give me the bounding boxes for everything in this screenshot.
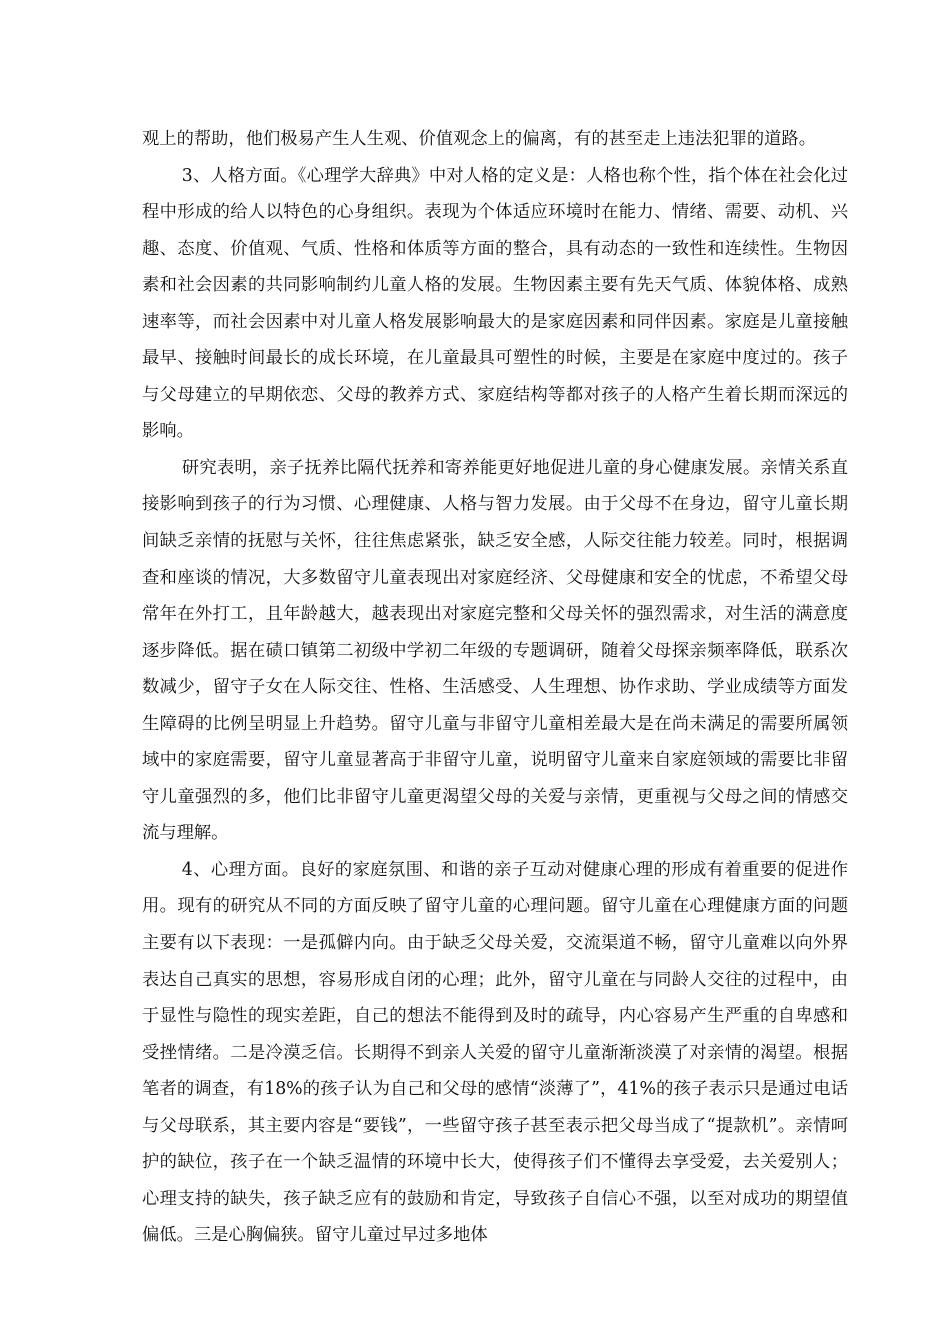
paragraph-continuation: 观上的帮助，他们极易产生人生观、价值观念上的偏离，有的甚至走上违法犯罪的道路。 — [142, 129, 816, 149]
paragraph-research: 研究表明，亲子抚养比隔代抚养和寄养能更好地促进儿童的身心健康发展。亲情关系直接影响到孩子的行为习惯、心理健康、人格与智力发展。由于父母不在身边，留守儿童长期间缺乏亲情的抚慰与关怀，往往焦虑紧张，缺乏安全感，人际交往能力较差。同时，根据调查和座谈的情况，大多数留守儿童表现出对家庭经济、父母健康和安全的忧虑，不希望父母常年在外打工，且年龄越大，越表现出对家庭完整和父母关怀的强烈需求，对生活的满意度逐步降低。据在碛口镇第二初级中学初二年级的专题调研，随着父母探亲频率降低，联系次数减少，留守子女在人际交往、性格、生活感受、人生理想、协作求助、学业成绩等方面发生障碍的比例呈明显上升趋势。留守儿童与非留守儿童相差最大是在尚未满足的需要所属领域中的家庭需要，留守儿童显著高于非留守儿童，说明留守儿童来自家庭领域的需要比非留守儿童强烈的多，他们比非留守儿童更渴望父母的关爱与亲情，更重视与父母之间的情感交流与理解。 — [142, 457, 848, 844]
paragraph-personality: 3、人格方面。《心理学大辞典》中对人格的定义是：人格也称个性，指个体在社会化过程中形成的给人以特色的心身组织。表现为个体适应环境时在能力、情绪、需要、动机、兴趣、态度、价值观、气质、性格和体质等方面的整合，具有动态的一致性和连续性。生物因素和社会因素的共同影响制约儿童人格的发展。生物因素主要有先天气质、体貌体格、成熟速率等，而社会因素中对儿童人格发展影响最大的是家庭因素和同伴因素。家庭是儿童接触最早、接触时间最长的成长环境，在儿童最具可塑性的时候，主要是在家庭中度过的。孩子与父母建立的早期依恋、父母的教养方式、家庭结构等都对孩子的人格产生着长期而深远的影响。 — [142, 165, 848, 442]
paragraph-psychology: 4、心理方面。良好的家庭氛围、和谐的亲子互动对健康心理的形成有着重要的促进作用。现有的研究从不同的方面反映了留守儿童的心理问题。留守儿童在心理健康方面的问题主要有以下表现：一是孤僻内向。由于缺乏父母关爱，交流渠道不畅，留守儿童难以向外界表达自己真实的思想，容易形成自闭的心理；此外，留守儿童在与同龄人交往的过程中，由于显性与隐性的现实差距，自己的想法不能得到及时的疏导，内心容易产生严重的自卑感和受挫情绪。二是冷漠乏信。长期得不到亲人关爱的留守儿童渐渐淡漠了对亲情的渴望。根据笔者的调查，有18%的孩子认为自己和父母的感情“淡薄了”，41%的孩子表示只是通过电话与父母联系，其主要内容是“要钱”，一些留守孩子甚至表示把父母当成了“提款机”。亲情呵护的缺位，孩子在一个缺乏温情的环境中长大，使得孩子们不懂得去享受爱，去关爱别人；心理支持的缺失，孩子缺乏应有的鼓励和肯定，导致孩子自信心不强，以至对成功的期望值偏低。三是心胸偏狭。留守儿童过早过多地体 — [142, 859, 848, 1246]
document-body — [142, 121, 848, 1254]
